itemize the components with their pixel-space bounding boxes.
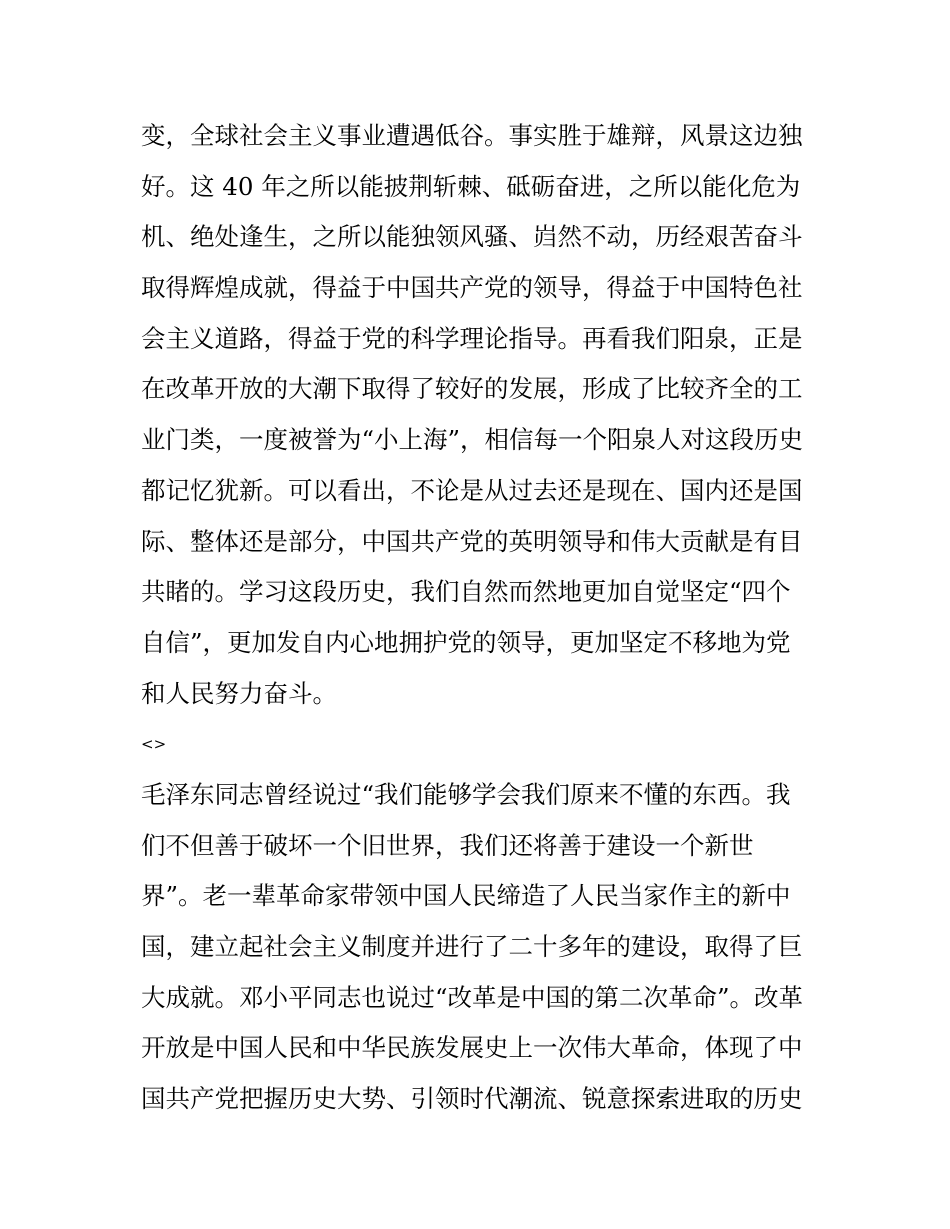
text-line-6: 在改革开放的大潮下取得了较好的发展，形成了比较齐全的工 [141,374,803,404]
body-text [141,111,821,1125]
text-line-9: 际、整体还是部分，中国共产党的英明领导和伟大贡献是有目 [141,526,803,556]
text-line-10: 共睹的。学习这段历史，我们自然而然地更加自觉坚定“四个 [141,577,791,607]
text-line-1: 变，全球社会主义事业遭遇低谷。事实胜于雄辩，风景这边独 [141,121,803,150]
text-line-18: 开放是中国人民和中华民族发展史上一次伟大革命，体现了中 [141,1033,803,1063]
text-line-7: 业门类，一度被誉为“小上海”，相信每一个阳泉人对这段历史 [141,425,804,455]
text-line-16: 国，建立起社会主义制度并进行了二十多年的建设，取得了巨 [141,932,803,961]
text-line-11: 自信”，更加发自内心地拥护党的领导，更加坚定不移地为党 [141,627,791,657]
text-line-3: 机、绝处逢生，之所以能独领风骚、岿然不动，历经艰苦奋斗 [141,222,803,252]
text-line-4: 取得辉煌成就，得益于中国共产党的领导，得益于中国特色社 [141,273,803,303]
text-line-19: 国共产党把握历史大势、引领时代潮流、锐意探索进取的历史 [141,1084,803,1114]
text-line-12: 和人民努力奋斗。 [141,678,337,708]
text-line-13: 毛泽东同志曾经说过“我们能够学会我们原来不懂的东西。我 [141,779,791,809]
text-line-17: 大成就。邓小平同志也说过“改革是中国的第二次革命”。改革 [141,982,804,1012]
text-line-8: 都记忆犹新。可以看出，不论是从过去还是现在、国内还是国 [141,475,803,505]
text-line-2: 好。这 40 年之所以能披荆斩棘、砥砺奋进，之所以能化危为 [141,171,801,201]
section-marker: <> [141,735,167,754]
text-line-5: 会主义道路，得益于党的科学理论指导。再看我们阳泉，正是 [141,323,803,353]
text-line-15: 界”。老一辈革命家带领中国人民缔造了人民当家作主的新中 [141,881,791,911]
text-line-14: 们不但善于破坏一个旧世界，我们还将善于建设一个新世 [141,830,754,860]
